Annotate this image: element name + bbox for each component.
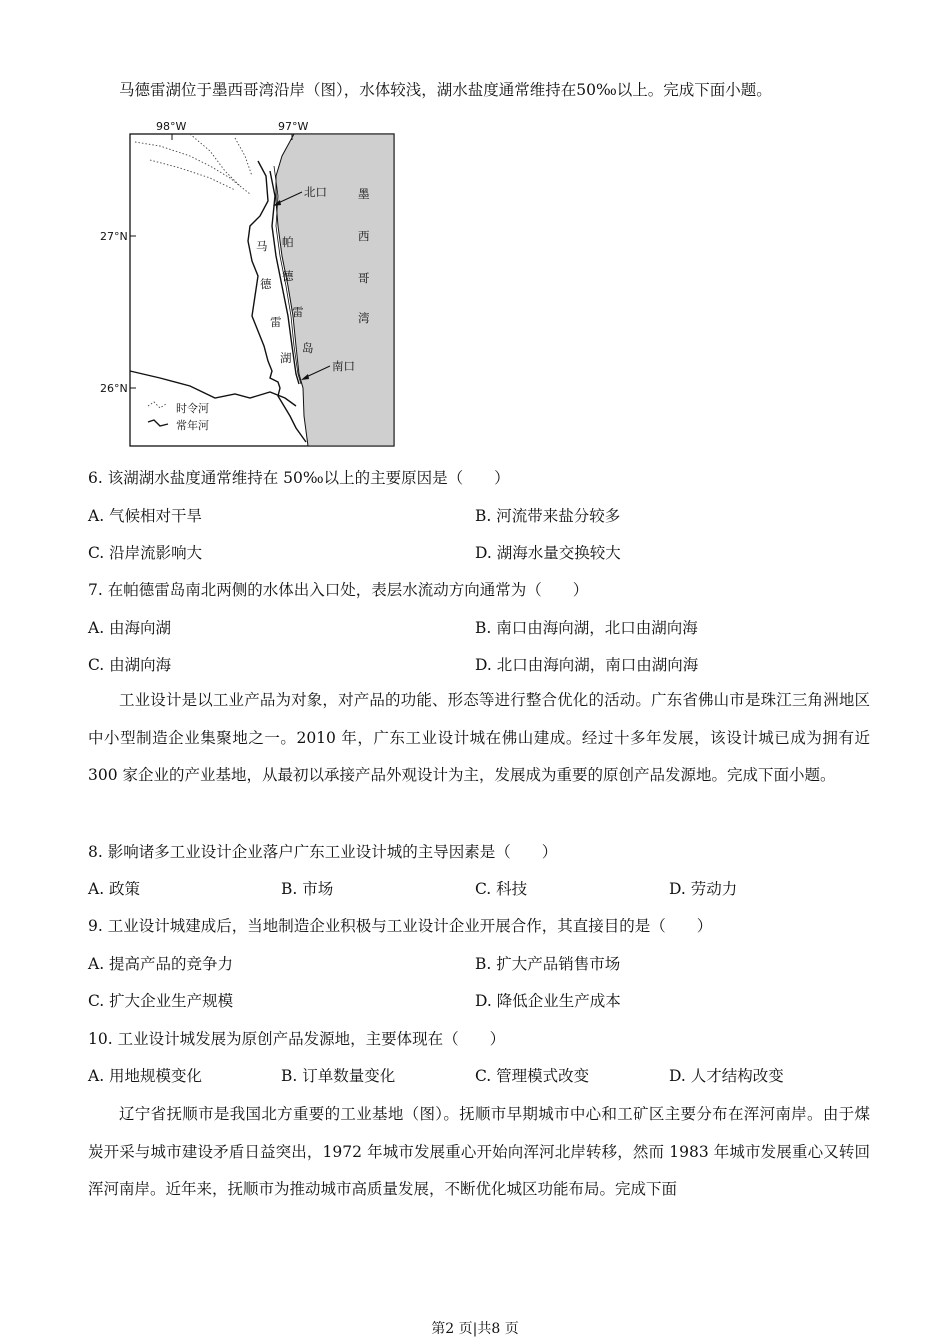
island-label-3: 雷 xyxy=(292,305,304,319)
q10-option-c[interactable]: C. 管理模式改变 xyxy=(475,1067,590,1085)
q7-option-d[interactable]: D. 北口由海向湖，南口由湖向海 xyxy=(475,656,699,674)
intro-industrial-design: 工业设计是以工业产品为对象，对产品的功能、形态等进行整合优化的活动。广东省佛山市是珠江三角洲地区中小型制造企业集聚地之一。2010 年，广东工业设计城在佛山建成。经过十多年发展，该设计城已成为拥有近 300 家企业的产业基地，从最初以承接产品外观设计为主，发展成为重要的原创产品发源地。完成下面小题。 xyxy=(88,691,870,785)
q9-option-b[interactable]: B. 扩大产品销售市场 xyxy=(475,955,621,973)
lon-97-label: 97°W xyxy=(278,120,309,133)
lake-label-4: 湖 xyxy=(280,351,292,365)
q10-option-a[interactable]: A. 用地规模变化 xyxy=(88,1067,203,1085)
q6-option-c[interactable]: C. 沿岸流影响大 xyxy=(88,544,203,562)
q6-stem: 6. 该湖湖水盐度通常维持在 50‰以上的主要原因是（ ） xyxy=(88,469,510,487)
q8-option-d[interactable]: D. 劳动力 xyxy=(669,880,738,898)
island-label-2: 德 xyxy=(282,269,294,283)
q8-stem: 8. 影响诸多工业设计企业落户广东工业设计城的主导因素是（ ） xyxy=(88,843,558,861)
page-footer: 第2 页|共8 页 xyxy=(431,1321,519,1337)
q10-option-d[interactable]: D. 人才结构改变 xyxy=(669,1067,784,1085)
q8-option-a[interactable]: A. 政策 xyxy=(88,880,141,898)
q9-option-a[interactable]: A. 提高产品的竞争力 xyxy=(88,955,234,973)
lake-label-3: 雷 xyxy=(270,315,282,329)
island-label-4: 岛 xyxy=(302,341,314,355)
north-inlet-label: 北口 xyxy=(304,185,327,199)
q6-option-a[interactable]: A. 气候相对干旱 xyxy=(88,507,203,525)
island-label-1: 帕 xyxy=(282,235,294,249)
intro-fushun: 辽宁省抚顺市是我国北方重要的工业基地（图）。抚顺市早期城市中心和工矿区主要分布在浑河南岸。由于煤炭开采与城市建设矛盾日益突出，1972 年城市发展重心开始向浑河北岸转移，然而 1983 年城市发展重心又转回浑河南岸。近年来，抚顺市为推动城市高质量发展，不断优化城区功能布局。完成下面 xyxy=(88,1105,870,1199)
q9-option-d[interactable]: D. 降低企业生产成本 xyxy=(475,992,621,1010)
intro-lake: 马德雷湖位于墨西哥湾沿岸（图），水体较浅，湖水盐度通常维持在50‰以上。完成下面小题。 xyxy=(119,81,772,99)
q8-option-c[interactable]: C. 科技 xyxy=(475,880,528,898)
q10-option-b[interactable]: B. 订单数量变化 xyxy=(281,1067,396,1085)
q8-option-b[interactable]: B. 市场 xyxy=(281,880,334,898)
gulf-label-3: 哥 xyxy=(358,271,370,285)
q9-stem: 9. 工业设计城建成后，当地制造企业积极与工业设计企业开展合作，其直接目的是（ ） xyxy=(88,917,713,935)
q6-option-d[interactable]: D. 湖海水量交换较大 xyxy=(475,544,621,562)
q7-option-a[interactable]: A. 由海向湖 xyxy=(88,619,172,637)
lon-98-label: 98°W xyxy=(156,120,187,133)
q10-stem: 10. 工业设计城发展为原创产品发源地，主要体现在（ ） xyxy=(88,1030,506,1048)
q7-option-b[interactable]: B. 南口由海向湖，北口由湖向海 xyxy=(475,619,698,637)
lake-label-1: 马 xyxy=(256,239,268,253)
lat-27-label: 27°N xyxy=(100,230,128,243)
lake-label-2: 德 xyxy=(260,277,272,291)
q7-stem: 7. 在帕德雷岛南北两侧的水体出入口处，表层水流动方向通常为（ ） xyxy=(88,581,589,599)
lat-26-label: 26°N xyxy=(100,382,128,395)
legend-perennial-label: 常年河 xyxy=(176,419,209,432)
q6-option-b[interactable]: B. 河流带来盐分较多 xyxy=(475,507,621,525)
q9-option-c[interactable]: C. 扩大企业生产规模 xyxy=(88,992,234,1010)
gulf-label-1: 墨 xyxy=(358,187,370,201)
gulf-label-2: 西 xyxy=(358,229,370,243)
south-inlet-label: 南口 xyxy=(332,359,355,373)
q7-option-c[interactable]: C. 由湖向海 xyxy=(88,656,172,674)
laguna-madre-map xyxy=(100,116,400,448)
legend-seasonal-label: 时令河 xyxy=(176,402,209,415)
gulf-label-4: 湾 xyxy=(358,311,370,325)
